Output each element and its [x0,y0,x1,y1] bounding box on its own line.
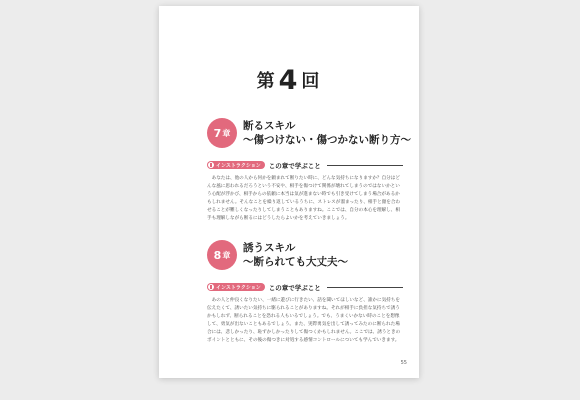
chapter-badge-number: 7 [213,126,222,140]
instruction-badge [207,161,265,169]
divider [327,165,403,166]
intro-label: この章で学ぶこと [268,283,321,292]
title-number: 4 [278,65,300,96]
chapter-badge-unit: 章 [222,128,231,138]
chapter-title [243,119,411,147]
instruction-icon [208,284,214,290]
chapter-badge-number: 8 [213,248,222,262]
intro-heading [207,282,403,292]
title-prefix: 第 [256,71,277,92]
divider [327,287,403,288]
instruction-badge-label: インストラクション [216,162,261,169]
chapter-title-line1: 誘うスキル [243,242,296,254]
chapter-body-text: あなたは、他の人から何かを頼まれて断りたい時に、どんな気持ちになりますか？自分はどんな風に思われるだろうという不安や、相手を傷つけて関係が壊れてしまうのではないかという心配が浮かび、相手からの依頼に本当は気が進まない時でも引き受けてしまう場合があるかもしれません。そんなことを繰り返しているうちに、ストレスが溜まったり、相手と顔を合わせることが難しくなったりしてしまうこともありますね。ここでは、自分の本心を理解し、相手も理解しながら断るにはどうしたらよいかを考えていきましょう。 [207,176,401,221]
page-number: 55 [400,360,407,366]
instruction-badge [207,283,265,291]
intro-heading [207,160,403,170]
instruction-icon [208,162,214,168]
chapter-badge [207,240,237,270]
chapter-badge [207,118,237,148]
chapter-title-line2: 〜傷つけない・傷つかない断り方〜 [243,134,411,146]
page-title [159,63,419,94]
document-page [159,6,419,378]
intro-label: この章で学ぶこと [268,161,321,170]
chapter-title-line2: 〜断られても大丈夫〜 [243,256,348,268]
chapter-title-line1: 断るスキル [243,120,296,132]
chapter-badge-unit: 章 [222,250,231,260]
chapter-title [243,241,348,269]
chapter-body-text: あの人と仲良くなりたい、一緒に遊びに行きたい、話を聞いてほしいなど、誰かに気持ちを伝えたくて、誘いたい気持ちに駆られることがありますね。それが相手に負担な気持ちで誘うかもしれず、断られることを恐れる人もいるでしょう。でも、うまくいかない時のことを想像して、勇気が出ないこともあるでしょう。また、実際勇気を出して誘ってみたのに断られた場合には、悲しかったり、恥ずかしかったりして傷つくかもしれません。ここでは、誘うときのポイントとともに、その後の傷つきに対処する感情コントロールについても学んでいきます。 [207,298,401,343]
instruction-badge-label: インストラクション [216,284,261,291]
title-suffix: 回 [301,71,322,92]
